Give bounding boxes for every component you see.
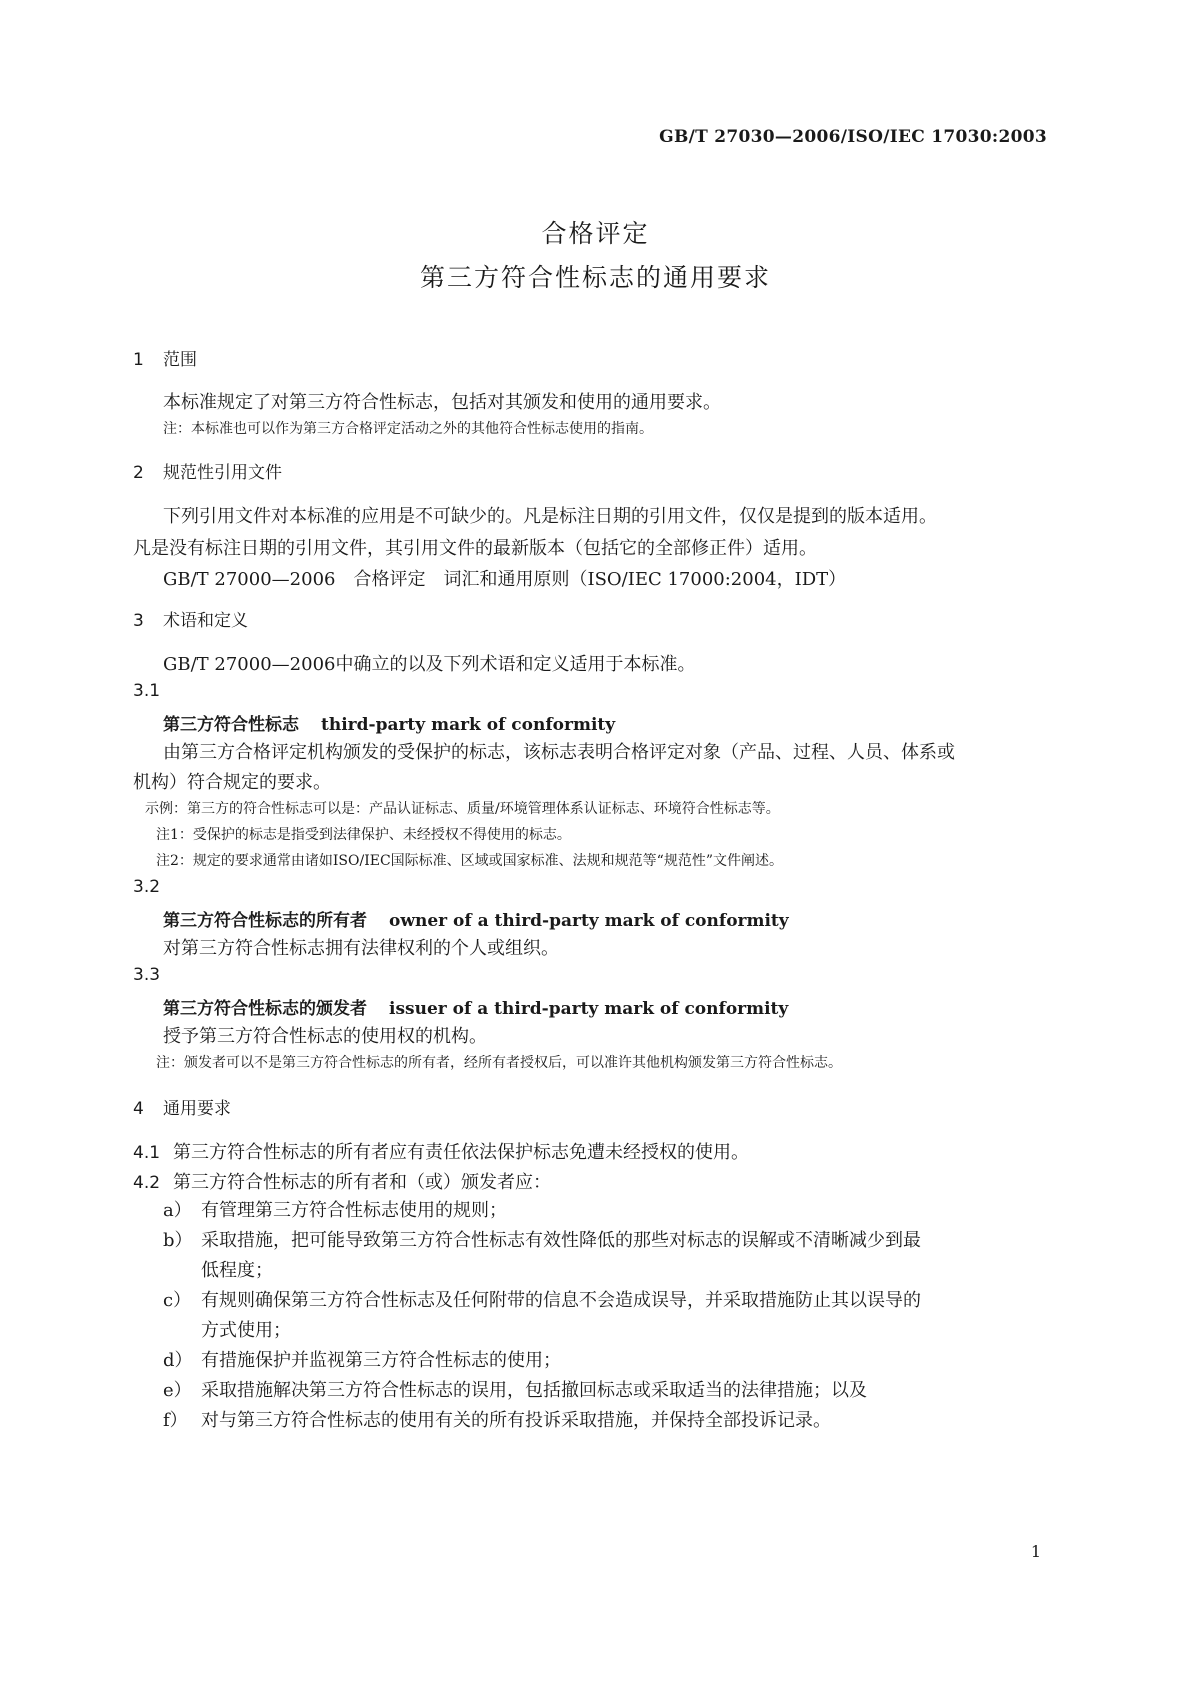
term-en: third-party mark of conformity (321, 715, 616, 735)
term-3-2-def: 对第三方符合性标志拥有法律权利的个人或组织。 (163, 938, 559, 959)
term-3-2 (163, 906, 789, 931)
clause-text: 第三方符合性标志的所有者和（或）颁发者应： (173, 1172, 551, 1193)
section-number: 1 (133, 350, 144, 370)
normative-reference: GB/T 27000—2006 合格评定 词汇和通用原则（ISO/IEC 17000:2004，IDT） (163, 569, 847, 590)
list-item-e (163, 1376, 867, 1402)
term-3-1-def-line2: 机构）符合规定的要求。 (133, 772, 331, 793)
section-title: 规范性引用文件 (163, 463, 282, 483)
scope-note: 注：本标准也可以作为第三方合格评定活动之外的其他符合性标志使用的指南。 (163, 421, 653, 437)
list-item-a (163, 1196, 507, 1222)
list-item-b (163, 1226, 921, 1252)
normative-para-line2: 凡是没有标注日期的引用文件，其引用文件的最新版本（包括它的全部修正件）适用。 (133, 538, 817, 559)
term-3-1-note2: 注2：规定的要求通常由诸如ISO/IEC国际标准、区域或国家标准、法规和规范等“规范性”文件阐述。 (156, 853, 783, 869)
item-text: 有管理第三方符合性标志使用的规则； (201, 1200, 507, 1221)
item-text: 对与第三方符合性标志的使用有关的所有投诉采取措施，并保持全部投诉记录。 (201, 1410, 831, 1431)
item-text: 有规则确保第三方符合性标志及任何附带的信息不会造成误导，并采取措施防止其以误导的 (201, 1290, 921, 1311)
term-cn: 第三方符合性标志的颁发者 (163, 999, 367, 1019)
normative-para-line1: 下列引用文件对本标准的应用是不可缺少的。凡是标注日期的引用文件，仅仅是提到的版本适用。 (163, 506, 937, 527)
clause-text: 第三方符合性标志的所有者应有责任依法保护标志免遭未经授权的使用。 (173, 1142, 749, 1163)
item-label: c） (163, 1290, 192, 1311)
page-number: 1 (1030, 1542, 1041, 1561)
list-item-c-cont: 方式使用； (201, 1320, 291, 1341)
term-3-3-def: 授予第三方符合性标志的使用权的机构。 (163, 1026, 487, 1047)
term-cn: 第三方符合性标志 (163, 715, 299, 735)
term-en: owner of a third-party mark of conformity (389, 911, 789, 931)
item-text: 采取措施，把可能导致第三方符合性标志有效性降低的那些对标志的误解或不清晰减少到最 (201, 1230, 921, 1251)
term-3-1-note1: 注1：受保护的标志是指受到法律保护、未经授权不得使用的标志。 (156, 827, 571, 843)
section-number: 2 (133, 463, 144, 483)
item-text: 有措施保护并监视第三方符合性标志的使用； (201, 1350, 561, 1371)
section-title: 范围 (163, 350, 197, 370)
term-en: issuer of a third-party mark of conformity (389, 999, 789, 1019)
section-number: 4 (133, 1099, 144, 1119)
item-label: f） (163, 1410, 188, 1431)
item-label: d） (163, 1350, 193, 1371)
term-3-3-note: 注：颁发者可以不是第三方符合性标志的所有者，经所有者授权后，可以准许其他机构颁发第三方符合性标志。 (156, 1055, 842, 1071)
scope-paragraph: 本标准规定了对第三方符合性标志，包括对其颁发和使用的通用要求。 (163, 392, 721, 413)
terms-intro: GB/T 27000—2006中确立的以及下列术语和定义适用于本标准。 (163, 654, 696, 675)
clause-number: 4.2 (133, 1173, 161, 1193)
doc-title-line2: 第三方符合性标志的通用要求 (419, 263, 771, 292)
list-item-b-cont: 低程度； (201, 1260, 273, 1281)
term-3-1-example: 示例：第三方的符合性标志可以是：产品认证标志、质量/环境管理体系认证标志、环境符合性标志等。 (145, 801, 780, 817)
doc-title-line1: 合格评定 (541, 219, 650, 248)
item-label: a） (163, 1200, 192, 1221)
clause-4-2 (133, 1168, 551, 1194)
clause-4-1 (133, 1138, 749, 1164)
section-heading-1 (133, 345, 197, 370)
term-3-1-def-line1: 由第三方合格评定机构颁发的受保护的标志，该标志表明合格评定对象（产品、过程、人员、体系或 (163, 742, 955, 763)
term-cn: 第三方符合性标志的所有者 (163, 911, 367, 931)
section-title: 通用要求 (163, 1099, 231, 1119)
list-item-f (163, 1406, 831, 1432)
item-label: e） (163, 1380, 192, 1401)
standard-code: GB/T 27030—2006/ISO/IEC 17030:2003 (659, 127, 1047, 147)
term-3-3 (163, 994, 788, 1019)
list-item-d (163, 1346, 561, 1372)
term-3-1 (163, 710, 615, 735)
section-title: 术语和定义 (163, 611, 248, 631)
section-heading-3 (133, 606, 248, 631)
clause-number: 4.1 (133, 1143, 161, 1163)
term-number-3-3: 3.3 (133, 965, 161, 985)
section-heading-2 (133, 458, 282, 483)
section-number: 3 (133, 611, 144, 631)
term-number-3-2: 3.2 (133, 877, 161, 897)
list-item-c (163, 1286, 921, 1312)
term-number-3-1: 3.1 (133, 681, 161, 701)
section-heading-4 (133, 1094, 231, 1119)
item-text: 采取措施解决第三方符合性标志的误用，包括撤回标志或采取适当的法律措施；以及 (201, 1380, 867, 1401)
item-label: b） (163, 1230, 193, 1251)
